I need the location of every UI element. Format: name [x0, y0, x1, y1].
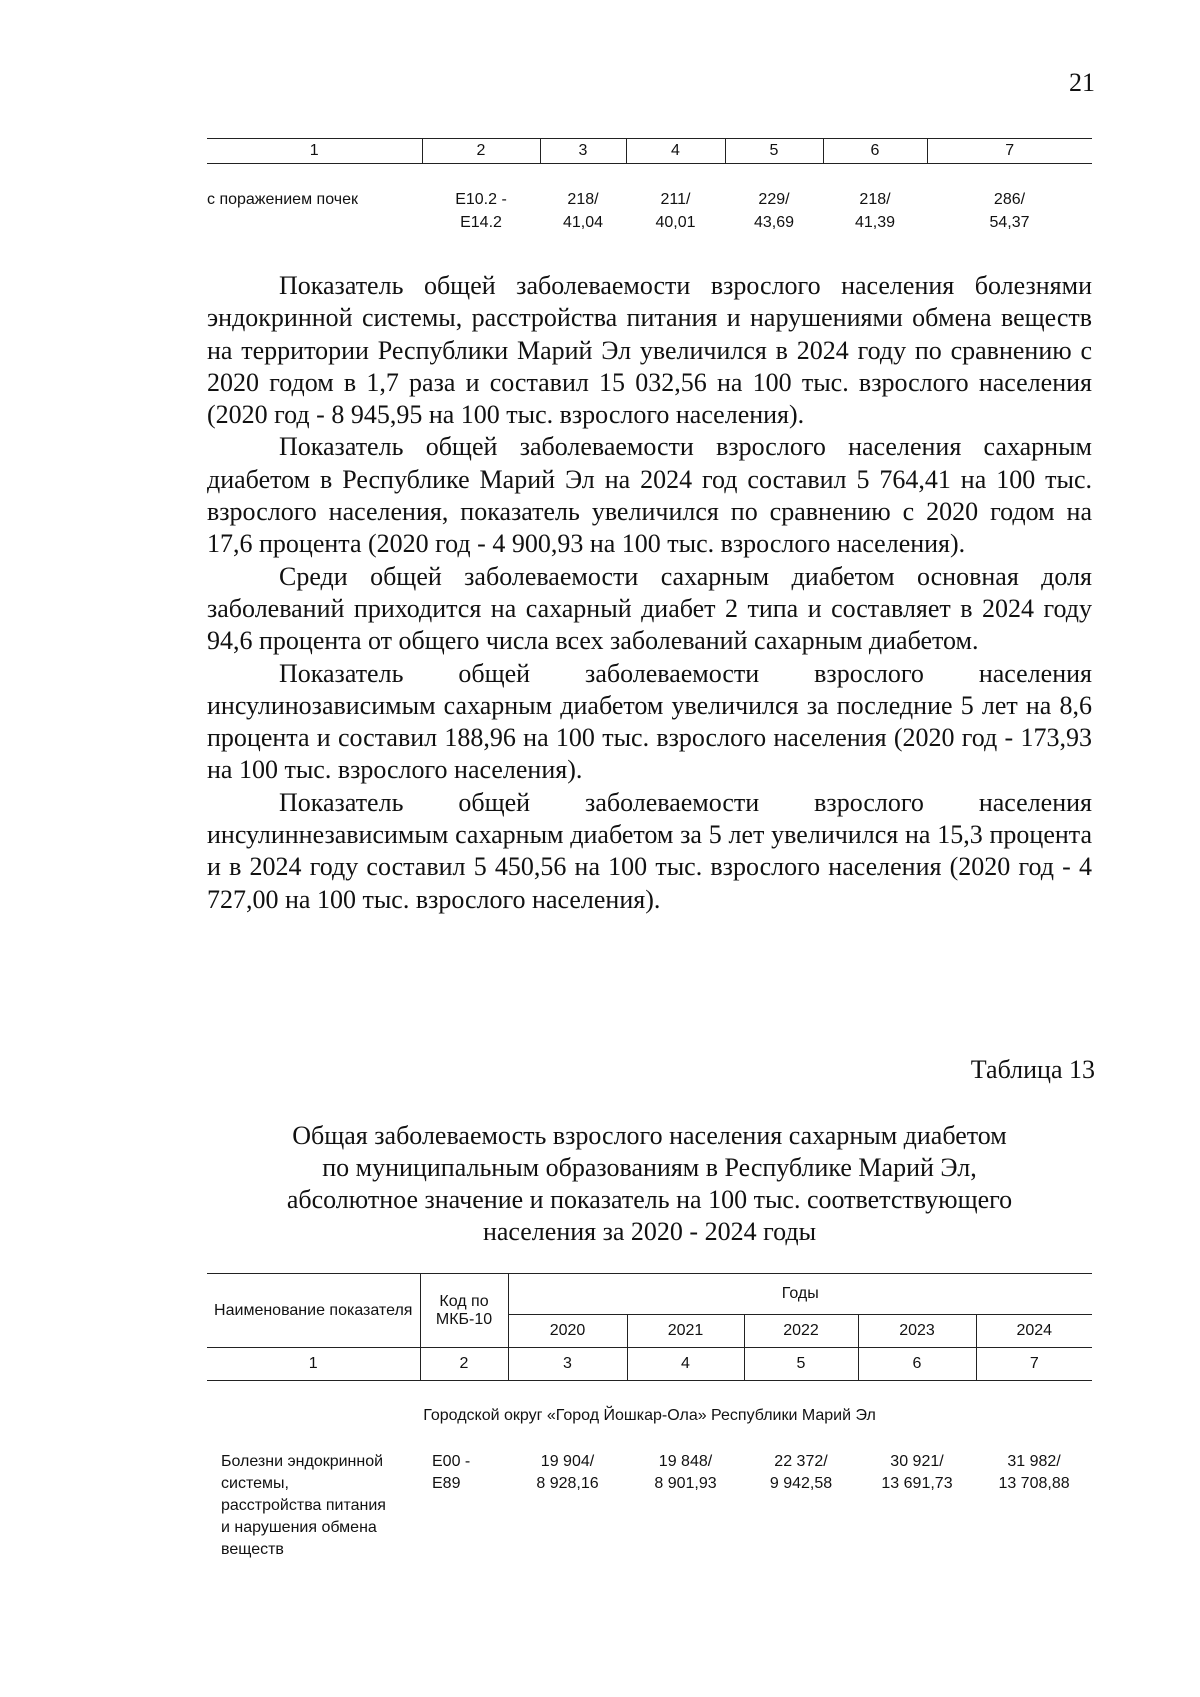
column-number: 1: [207, 139, 422, 164]
value-cell: [725, 188, 823, 234]
rate-value: 8 901,93: [654, 1475, 717, 1492]
rate-value: 54,37: [989, 214, 1030, 231]
rate-value: 41,39: [854, 214, 896, 231]
column-number: 1: [207, 1348, 420, 1381]
table-row: [207, 188, 1092, 234]
table-title-line: по муниципальным образованиям в Республике Марий Эл,: [322, 1153, 977, 1182]
value-cell: [744, 1451, 858, 1561]
section-row: [207, 1381, 1092, 1452]
header-icd-code: Код по МКБ-10: [420, 1274, 508, 1348]
value-cell: [626, 188, 725, 234]
rate-value: 9 942,58: [769, 1475, 833, 1492]
absolute-value: 229/: [758, 191, 790, 208]
icd-code-cell: [420, 1451, 508, 1561]
icd-code-line: E14.2: [460, 214, 502, 231]
row-name: [207, 1451, 420, 1561]
table-title-line: Общая заболеваемость взрослого населения сахарным диабетом: [292, 1121, 1007, 1150]
body-text: [207, 270, 1092, 916]
paragraph: Показатель общей заболеваемости взрослого населения инсулиннезависимым сахарным диабетом за 5 лет увеличился на 15,3 процента и в 2024 году составил 5 450,56 на 100 тыс. взрослого населения (2020 год - 4 727,00 на 100 тыс. взрослого населения).: [207, 787, 1092, 914]
paragraph: Показатель общей заболеваемости взрослого населения инсулинозависимым сахарным диабетом увеличился за последние 5 лет на 8,6 процента и составил 188,96 на 100 тыс. взрослого населения (2020 год - 173,93 на 100 тыс. взрослого населения).: [207, 658, 1092, 785]
icd-code-line: E00 -: [432, 1453, 471, 1470]
table-caption: Таблица 13: [970, 1055, 1095, 1084]
icd-code-cell: [422, 188, 540, 234]
absolute-value: 218/: [859, 191, 891, 208]
header-row: [207, 1274, 1092, 1315]
absolute-value: 30 921/: [890, 1453, 944, 1470]
column-number: 4: [627, 1348, 744, 1381]
absolute-value: 218/: [567, 191, 599, 208]
header-year: 2022: [744, 1315, 858, 1348]
rate-value: 43,69: [753, 214, 795, 231]
header-indicator-name: Наименование показателя: [207, 1274, 420, 1348]
page-number: 21: [1069, 68, 1095, 97]
column-number: 2: [420, 1348, 508, 1381]
rate-value: 13 691,73: [881, 1475, 953, 1492]
header-year: 2020: [508, 1315, 627, 1348]
rate-value: 41,04: [562, 214, 604, 231]
rate-value: 8 928,16: [536, 1475, 599, 1492]
row-name-line: и нарушения обмена: [221, 1519, 377, 1536]
column-number-row: [207, 139, 1092, 164]
column-number: 6: [823, 139, 927, 164]
column-number: 7: [976, 1348, 1092, 1381]
absolute-value: 19 904/: [540, 1453, 595, 1470]
value-cell: [927, 188, 1092, 234]
section-title: Городской округ «Город Йошкар-Ола» Республики Марий Эл: [423, 1407, 876, 1424]
value-cell: [540, 188, 626, 234]
paragraph: Среди общей заболеваемости сахарным диабетом основная доля заболеваний приходится на сахарный диабет 2 типа и составляет в 2024 году 94,6 процента от общего числа всех заболеваний сахарным диабетом.: [207, 561, 1092, 656]
paragraph: Показатель общей заболеваемости взрослого населения болезнями эндокринной системы, расстройства питания и нарушениями обмена веществ на территории Республики Марий Эл увеличился в 2024 году по сравнению с 2020 годом в 1,7 раза и составил 15 032,56 на 100 тыс. взрослого населения (2020 год - 8 945,95 на 100 тыс. взрослого населения).: [207, 271, 1092, 430]
row-name-line: веществ: [221, 1541, 284, 1558]
continuation-table: [207, 138, 1092, 234]
column-number: 3: [508, 1348, 627, 1381]
absolute-value: 31 982/: [1007, 1453, 1061, 1470]
paragraph: Показатель общей заболеваемости взрослого населения сахарным диабетом в Республике Марий Эл на 2024 год составил 5 764,41 на 100 тыс. взрослого населения, показатель увеличился по сравнению с 2020 годом на 17,6 процента (2020 год - 4 900,93 на 100 тыс. взрослого населения).: [207, 432, 1092, 559]
header-year: 2023: [858, 1315, 976, 1348]
column-number: 6: [858, 1348, 976, 1381]
absolute-value: 19 848/: [658, 1453, 713, 1470]
morbidity-table: [207, 1273, 1092, 1561]
column-number: 5: [744, 1348, 858, 1381]
row-name: с поражением почек: [207, 191, 358, 208]
header-year: 2024: [976, 1315, 1092, 1348]
value-cell: [627, 1451, 744, 1561]
absolute-value: 286/: [993, 191, 1026, 208]
row-name-line: Болезни эндокринной: [221, 1453, 384, 1470]
table-title: [207, 1120, 1092, 1248]
header-year: 2021: [627, 1315, 744, 1348]
value-cell: [858, 1451, 976, 1561]
column-number: 4: [626, 139, 725, 164]
value-cell: [976, 1451, 1092, 1561]
column-number-row: [207, 1348, 1092, 1381]
absolute-value: 22 372/: [774, 1453, 828, 1470]
rate-value: 13 708,88: [998, 1475, 1070, 1492]
column-number: 2: [422, 139, 540, 164]
column-number: 7: [927, 139, 1092, 164]
table-title-line: абсолютное значение и показатель на 100 тыс. соответствующего: [286, 1185, 1013, 1214]
icd-code-line: E10.2 -: [455, 191, 507, 208]
rate-value: 40,01: [655, 214, 696, 231]
column-number: 3: [540, 139, 626, 164]
header-years: Годы: [508, 1274, 1092, 1315]
row-name-line: расстройства питания: [221, 1497, 386, 1514]
absolute-value: 211/: [660, 191, 691, 208]
icd-code-line: E89: [432, 1475, 461, 1492]
column-number: 5: [725, 139, 823, 164]
table-title-line: населения за 2020 - 2024 годы: [482, 1217, 817, 1246]
value-cell: [508, 1451, 627, 1561]
table-row: [207, 1451, 1092, 1561]
row-name-line: системы,: [221, 1475, 289, 1492]
value-cell: [823, 188, 927, 234]
